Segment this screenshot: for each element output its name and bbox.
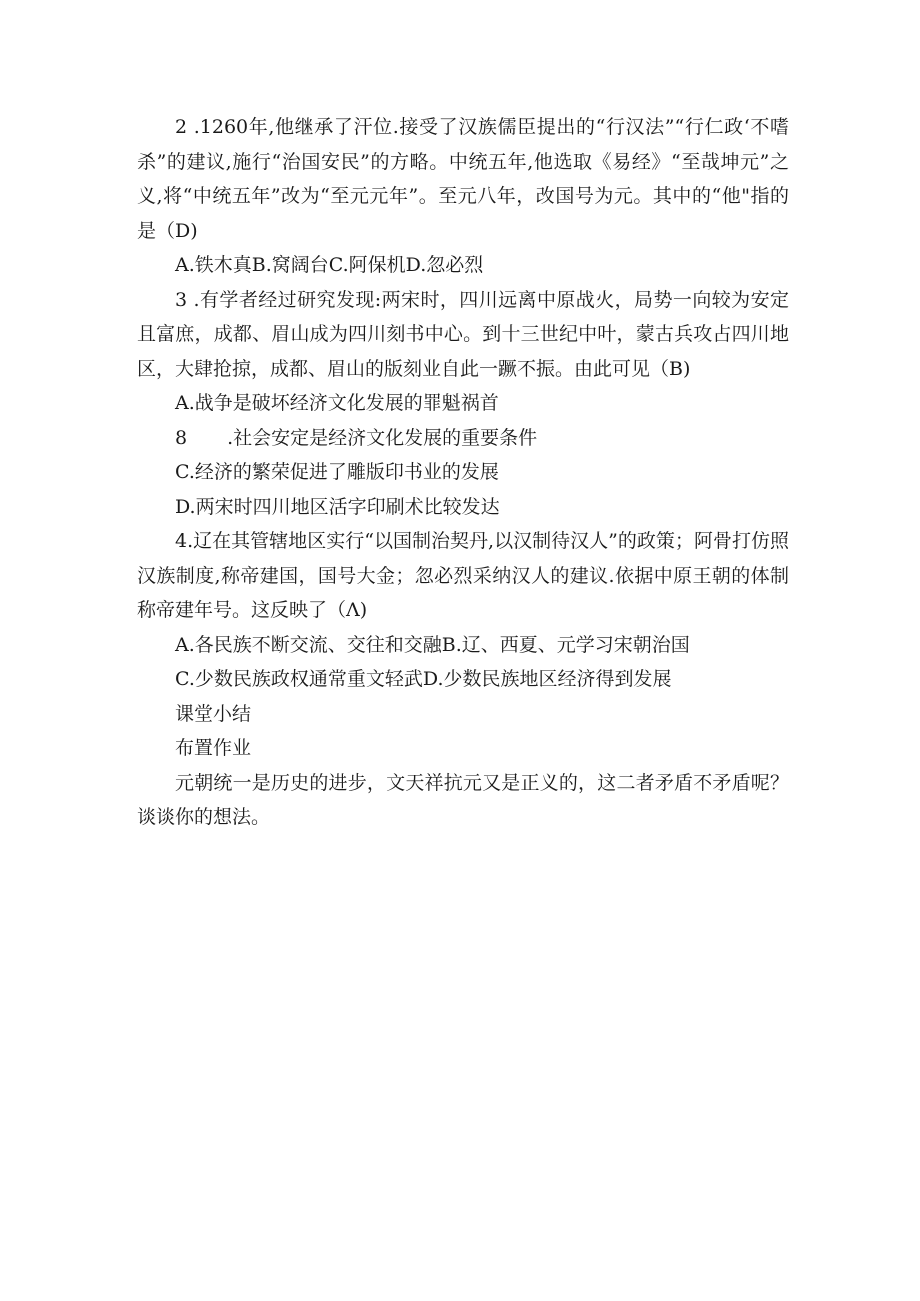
question-3-stem: 3 .有学者经过研究发现:两宋时，四川远离中原战火，局势一向较为安定且富庶，成都、眉山成为四川刻书中心。到十三世纪中叶，蒙古兵攻占四川地区，大肆抢掠，成都、眉山的版刻业自此一蹶不振。由此可见（B): [137, 288, 789, 380]
section-homework-heading: 布置作业: [175, 737, 252, 759]
question-3-option-b-text: .社会安定是经济文化发展的重要条件: [227, 426, 538, 449]
question-3-option-d: D.两宋时四川地区活字印刷术比较发达: [175, 495, 500, 518]
section-summary-heading: 课堂小结: [175, 702, 252, 725]
question-4-options-cd: C.少数民族政权通常重文轻武D.少数民族地区经济得到发展: [175, 668, 672, 690]
homework-text: 元朝统一是历史的进步，文天祥抗元又是正义的，这二者矛盾不矛盾呢？谈谈你的想法。: [137, 771, 789, 828]
document-body: [137, 110, 789, 835]
question-3-option-b-number: 8: [175, 426, 188, 449]
question-4-options-ab: A.各民族不断交流、交往和交融B.辽、西夏、元学习宋朝治国: [175, 633, 690, 656]
question-3-option-b: [137, 421, 789, 456]
question-4-stem: 4.辽在其管辖地区实行“以国制治契丹,以汉制待汉人”的政策；阿骨打仿照汉族制度,称帝建国，国号大金；忽必烈采纳汉人的建议.依据中原王朝的体制称帝建年号。这反映了（Λ): [137, 530, 789, 621]
question-2-options: A.铁木真B.窝阔台C.阿保机D.忽必烈: [175, 254, 484, 276]
question-2-stem: 2 .1260年,他继承了汗位.接受了汉族儒臣提出的“行汉法”“行仁政‘不嗜杀”的建议,施行“治国安民”的方略。中统五年,他选取《易经》“至哉坤元”之义,将“中统五年”改为“至元元年”。至元八年，改国号为元。其中的“他"指的是（D): [137, 116, 789, 242]
question-3-option-a: A.战争是破坏经济文化发展的罪魁祸首: [175, 392, 499, 414]
question-3-option-c: C.经济的繁荣促进了雕版印书业的发展: [175, 461, 499, 483]
